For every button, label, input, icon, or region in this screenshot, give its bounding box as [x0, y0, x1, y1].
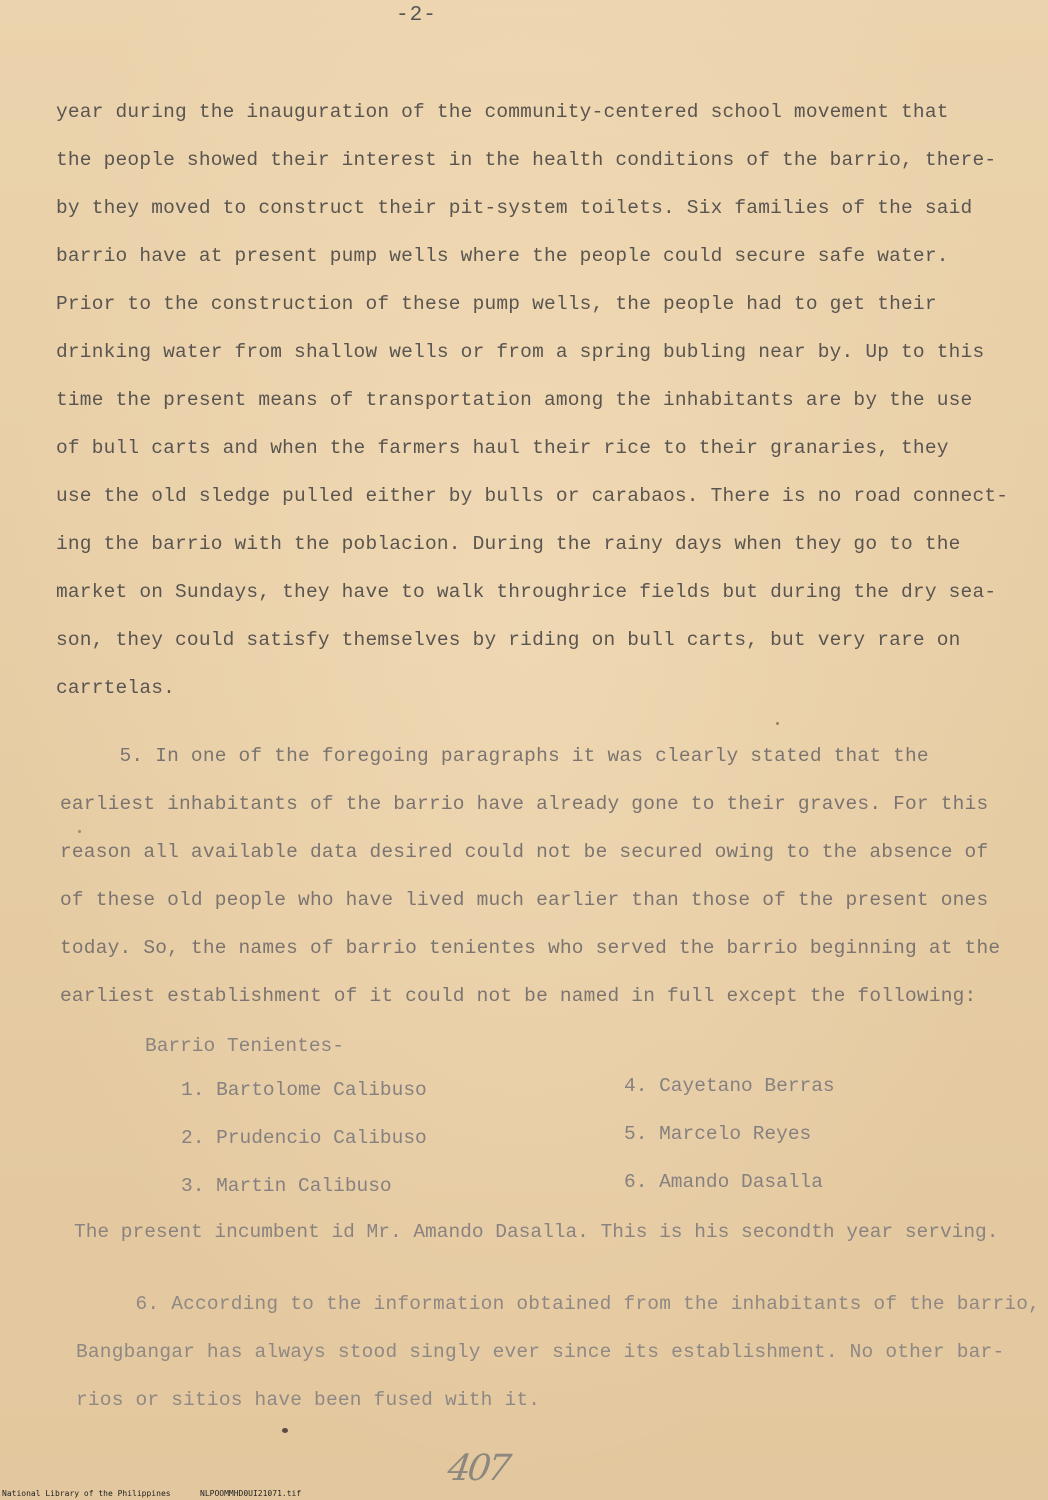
tenientes-list-column-2 — [624, 1062, 835, 1206]
teniente-item: 5. Marcelo Reyes — [624, 1123, 812, 1145]
text-line: reason all available data desired could not be secured owing to the absence of — [60, 841, 989, 863]
handwritten-page-number: 407 — [445, 1448, 511, 1489]
teniente-item: 2. Prudencio Calibuso — [181, 1127, 427, 1149]
paragraph-5-earliest-inhabitants — [60, 732, 1000, 1020]
paragraph-6-bangbangar — [76, 1280, 1040, 1424]
file-name-label: NLPOOMMHD0UI21071.tif — [200, 1489, 302, 1498]
text-line: year during the inauguration of the community-centered school movement that — [56, 101, 949, 123]
text-line: earliest establishment of it could not be named in full except the following: — [60, 985, 977, 1007]
text-line: of bull carts and when the farmers haul their rice to their granaries, they — [56, 437, 949, 459]
text-line: by they moved to construct their pit-system toilets. Six families of the said — [56, 197, 973, 219]
text-line: earliest inhabitants of the barrio have already gone to their graves. For this — [60, 793, 989, 815]
text-line: son, they could satisfy themselves by riding on bull carts, but very rare on — [56, 629, 961, 651]
text-line: barrio have at present pump wells where the people could secure safe water. — [56, 245, 949, 267]
text-line: 5. In one of the foregoing paragraphs it was clearly stated that the — [60, 745, 929, 767]
text-line: rios or sitios have been fused with it. — [76, 1389, 541, 1411]
text-line: 6. According to the information obtained from the inhabitants of the barrio, — [76, 1293, 1041, 1315]
tenientes-list-column-1 — [181, 1066, 427, 1210]
text-line: today. So, the names of barrio tenientes who served the barrio beginning at the — [60, 937, 1001, 959]
text-line: use the old sledge pulled either by bulls or carabaos. There is no road connect- — [56, 485, 1009, 507]
text-line: ing the barrio with the poblacion. During the rainy days when they go to the — [56, 533, 961, 555]
text-line: Bangbangar has always stood singly ever since its establishment. No other bar- — [76, 1341, 1005, 1363]
ink-speck — [282, 1428, 288, 1433]
ink-speck — [78, 830, 81, 833]
text-line: time the present means of transportation among the inhabitants are by the use — [56, 389, 973, 411]
paragraph-transportation — [56, 88, 1008, 712]
ink-speck — [776, 722, 779, 725]
page-number: -2- — [396, 4, 437, 27]
text-line: of these old people who have lived much earlier than those of the present ones — [60, 889, 989, 911]
text-line: market on Sundays, they have to walk throughrice fields but during the dry sea- — [56, 581, 997, 603]
text-line: drinking water from shallow wells or from a spring bubling near by. Up to this — [56, 341, 985, 363]
tenientes-heading: Barrio Tenientes- — [145, 1035, 344, 1057]
text-line: carrtelas. — [56, 677, 176, 699]
teniente-item: 4. Cayetano Berras — [624, 1075, 835, 1097]
text-line: the people showed their interest in the health conditions of the barrio, there- — [56, 149, 997, 171]
library-label: National Library of the Philippines — [2, 1489, 171, 1498]
text-line: Prior to the construction of these pump wells, the people had to get their — [56, 293, 937, 315]
teniente-item: 3. Martin Calibuso — [181, 1175, 392, 1197]
teniente-item: 1. Bartolome Calibuso — [181, 1079, 427, 1101]
incumbent-statement: The present incumbent id Mr. Amando Dasalla. This is his secondth year serving. — [74, 1221, 999, 1243]
teniente-item: 6. Amando Dasalla — [624, 1171, 823, 1193]
